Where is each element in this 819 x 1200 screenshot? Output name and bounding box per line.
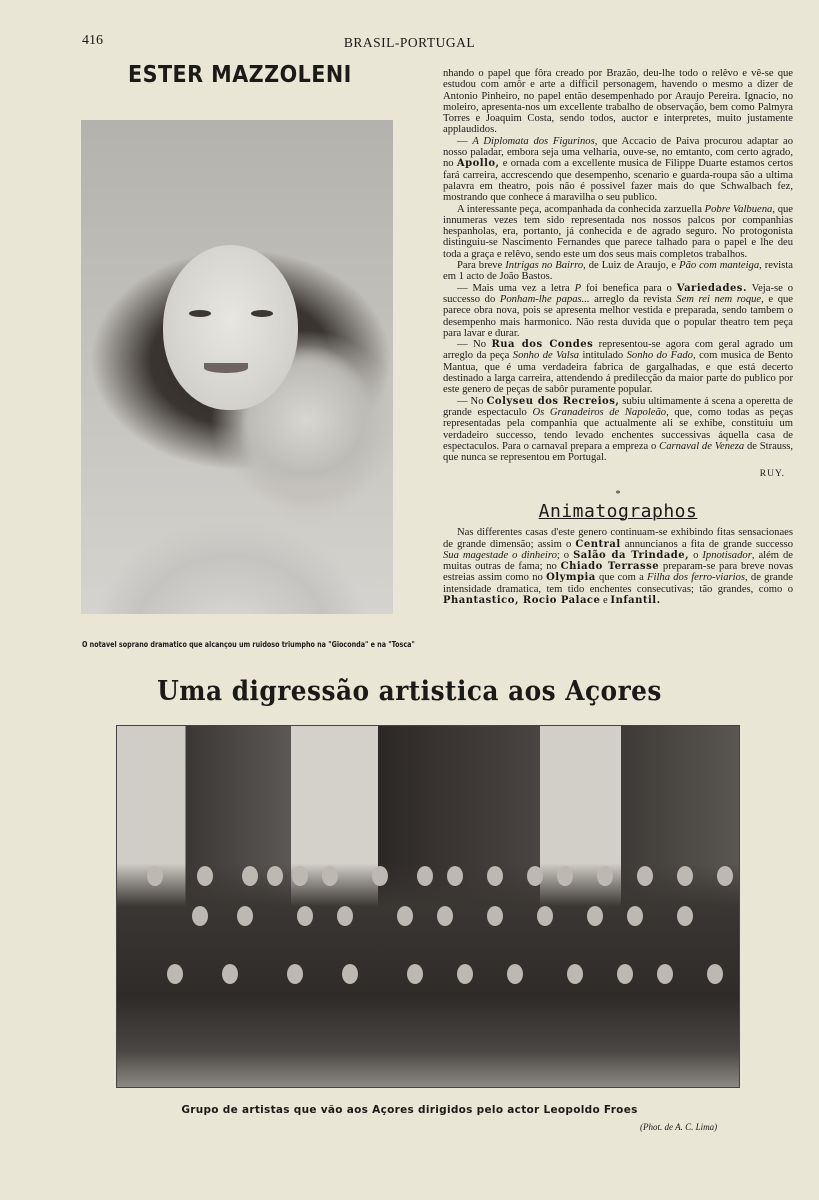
text-run: annuncianos a fita de grande successo	[620, 538, 793, 550]
text-run: , além de muitas outras de fama; no	[443, 549, 793, 573]
bold-text: Colyseu dos Recreios,	[486, 395, 620, 407]
text-run: Veja-se o successo do	[443, 282, 793, 305]
paragraph	[443, 136, 793, 204]
person-head	[627, 906, 643, 926]
text-run: Nas differentes casas d'este genero continuam-se exhibindo fitas sensacionaes de grande dimensão; assim o	[443, 527, 793, 550]
bold-text: Chiado Terrasse	[560, 561, 660, 573]
person-head	[342, 964, 358, 984]
person-head	[447, 866, 463, 886]
text-run: e	[600, 595, 611, 607]
person-head	[192, 906, 208, 926]
paragraph	[443, 283, 793, 339]
italic-text: Sonho do Fado	[626, 350, 693, 362]
photo-credit: (Phot. de A. C. Lima)	[640, 1122, 718, 1132]
paragraph	[443, 527, 793, 606]
portrait-caption: O notavel soprano dramatico que alcançou um ruidoso triumpho na "Gioconda" e na "Tosca"	[82, 640, 415, 649]
italic-text: Pobre Valbuena	[704, 203, 773, 215]
person-head	[337, 906, 353, 926]
text-run: , de Luiz de Araujo, e	[583, 260, 680, 272]
person-head	[617, 964, 633, 984]
article-body	[443, 68, 793, 463]
text-run: A interessante peça, acompanhada da conhecida zarzuella	[457, 203, 705, 215]
portrait-title: ESTER MAZZOLENI	[128, 62, 352, 88]
italic-text: Sem rei nem roque	[676, 293, 762, 305]
text-run: intitulado	[579, 350, 627, 362]
person-head	[147, 866, 163, 886]
person-head	[222, 964, 238, 984]
person-head	[322, 866, 338, 886]
text-run: , com musica de Bento Mantua, que é uma verdadeira fabrica de gargalhadas, e que está decerto destinado a larga carreira, attendendo á predilecção da maior parte do publico por este genero de peças de sabôr puramente popular.	[443, 350, 793, 396]
person-head	[567, 964, 583, 984]
text-run: , que Accacio de Paiva procurou adaptar ao nosso paladar, embora seja uma velharia, ouve-se, no emtanto, com certo agrado, no	[443, 135, 794, 170]
italic-text: Pão com manteiga	[679, 260, 760, 272]
person-head	[457, 964, 473, 984]
paragraph	[443, 339, 793, 395]
text-run: representou-se agora com geral agrado um arreglo da peça	[443, 339, 793, 362]
italic-text: P	[574, 282, 582, 294]
group-title: Uma digressão artistica aos Açores	[157, 676, 662, 707]
person-head	[637, 866, 653, 886]
italic-text: A Diplomata dos Figurinos	[472, 135, 595, 147]
group-photo	[116, 725, 740, 1088]
person-head	[597, 866, 613, 886]
text-run: Para breve	[457, 260, 506, 272]
page-number: 416	[82, 33, 103, 48]
text-run: de Strauss, que nunca se representou em Portugal.	[443, 440, 793, 464]
bold-text: Phantastico, Rocio Palace	[443, 595, 601, 607]
text-run: o	[689, 549, 703, 561]
text-run: subiu ultimamente á scena a operetta de grande espectaculo	[443, 395, 793, 418]
italic-text: Sua magestade o dinheiro	[443, 549, 557, 561]
person-head	[267, 866, 283, 886]
person-head	[487, 866, 503, 886]
text-run: , e que parece obra nova, pois se apresenta melhor vestida e preparada, sendo tambem o desempenho mais harmonico. Não resta duvida que o popular theatro tem peça para lavar e durar.	[443, 293, 793, 339]
person-head	[167, 964, 183, 984]
portrait-photo	[81, 120, 393, 614]
paragraph	[443, 68, 793, 136]
text-run: , que, como todas as peças representadas pela companhia que actualmente ali se exhibe, constituiu um verdadeiro successo, tendo levado enchentes successivas áquella casa de espectaculos. Para o carnaval prepara a empreza o	[443, 406, 794, 452]
person-head	[587, 906, 603, 926]
text-run: , que innumeras vezes tem sido representada nos nossos palcos por companhias hespanholas, era, portanto, já conhecida e de agrado seguro. No protogonista distinguiu-se Nascimento Fernandes que parece talhado para o papel e lhe deu toda a graça e relêvo, sendo este um dos seus mais completos trabalhos.	[443, 203, 793, 260]
person-head	[677, 866, 693, 886]
running-title: BRASIL-PORTUGAL	[343, 35, 476, 50]
italic-text: Carnaval de Veneza	[659, 440, 745, 452]
person-head	[487, 906, 503, 926]
person-head	[372, 866, 388, 886]
italic-text: Ipnotisador	[702, 549, 752, 561]
text-run: ; o	[556, 549, 574, 561]
person-head	[197, 866, 213, 886]
section-body	[443, 527, 793, 606]
person-head	[717, 866, 733, 886]
person-head	[237, 906, 253, 926]
person-head	[507, 964, 523, 984]
separator: *	[615, 488, 621, 500]
bold-text: Olympia	[546, 572, 596, 584]
text-run: , revista em 1 acto de João Bastos.	[443, 260, 793, 283]
bold-text: Salão da Trindade,	[573, 549, 690, 561]
text-run: — No	[457, 395, 487, 407]
person-head	[437, 906, 453, 926]
text-run: arreglo da revista	[589, 293, 677, 305]
italic-text: Ponham-lhe papas...	[499, 293, 590, 305]
person-head	[677, 906, 693, 926]
paragraph	[443, 396, 793, 464]
paragraph	[443, 260, 793, 283]
text-run: — No	[457, 339, 492, 351]
bold-text: Central	[575, 538, 621, 550]
portrait-mouth	[204, 363, 248, 373]
italic-text: Filha dos ferro-viarios	[647, 572, 745, 584]
italic-text: Intrigas no Bairro	[505, 260, 584, 272]
paragraph	[443, 204, 793, 260]
bold-text: Variedades.	[676, 282, 747, 294]
bold-text: Apollo,	[456, 158, 500, 170]
person-head	[397, 906, 413, 926]
person-head	[557, 866, 573, 886]
section-title: Animatographos	[538, 500, 698, 522]
text-run: —	[457, 135, 473, 147]
text-run: — Mais uma vez a letra	[457, 282, 575, 294]
portrait-eye	[251, 310, 273, 317]
person-head	[407, 964, 423, 984]
text-run: e ornada com a excellente musica de Filippe Duarte estamos certos fará carreira, accrescendo que desempenho, scenario e guarda-roupa são a ultima palavra em theatro, pois não é possivel fazer mais do que Schwalbach fez, mostrando que conhece á maravilha o seu publico.	[443, 158, 793, 204]
portrait-eye	[189, 310, 211, 317]
group-caption: Grupo de artistas que vão aos Açores dirigidos pelo actor Leopoldo Froes	[181, 1104, 638, 1116]
text-run: , de grande intensidade dramatica, tem tido enchentes consecutivas; tão grandes, como o	[443, 572, 793, 595]
person-head	[292, 866, 308, 886]
person-head	[242, 866, 258, 886]
bold-text: Rua dos Condes	[491, 339, 594, 351]
person-head	[537, 906, 553, 926]
text-run: nhando o papel que fôra creado por Brazão, deu-lhe todo o relêvo e vê-se que estudou com amôr e arte a difficil personagem, havendo o mesmo a dizer de Antonio Pinheiro, no papel então desempenhado por Araujo Pereira. Ignacio, no moleiro, apresenta-nos um excellente trabalho de observação, bem como Palmyra Torres e Joaquim Costa, sendo todos, auctor e interpretes, muito justamente applaudidos.	[443, 68, 793, 136]
person-head	[297, 906, 313, 926]
person-head	[417, 866, 433, 886]
person-head	[287, 964, 303, 984]
italic-text: Os Granadeiros de Napoleão	[532, 406, 667, 418]
bold-text: Infantil.	[610, 595, 661, 607]
text-run: preparam-se para breve novas estreias assim como no	[443, 561, 793, 584]
portrait-face	[163, 245, 298, 410]
text-run: que com a	[595, 572, 648, 584]
person-head	[527, 866, 543, 886]
italic-text: Sonho de Valsa	[512, 350, 580, 362]
text-run: foi benefica para o	[581, 282, 677, 294]
person-head	[707, 964, 723, 984]
signature: RUY.	[759, 469, 785, 480]
article-column	[443, 68, 793, 606]
person-head	[657, 964, 673, 984]
